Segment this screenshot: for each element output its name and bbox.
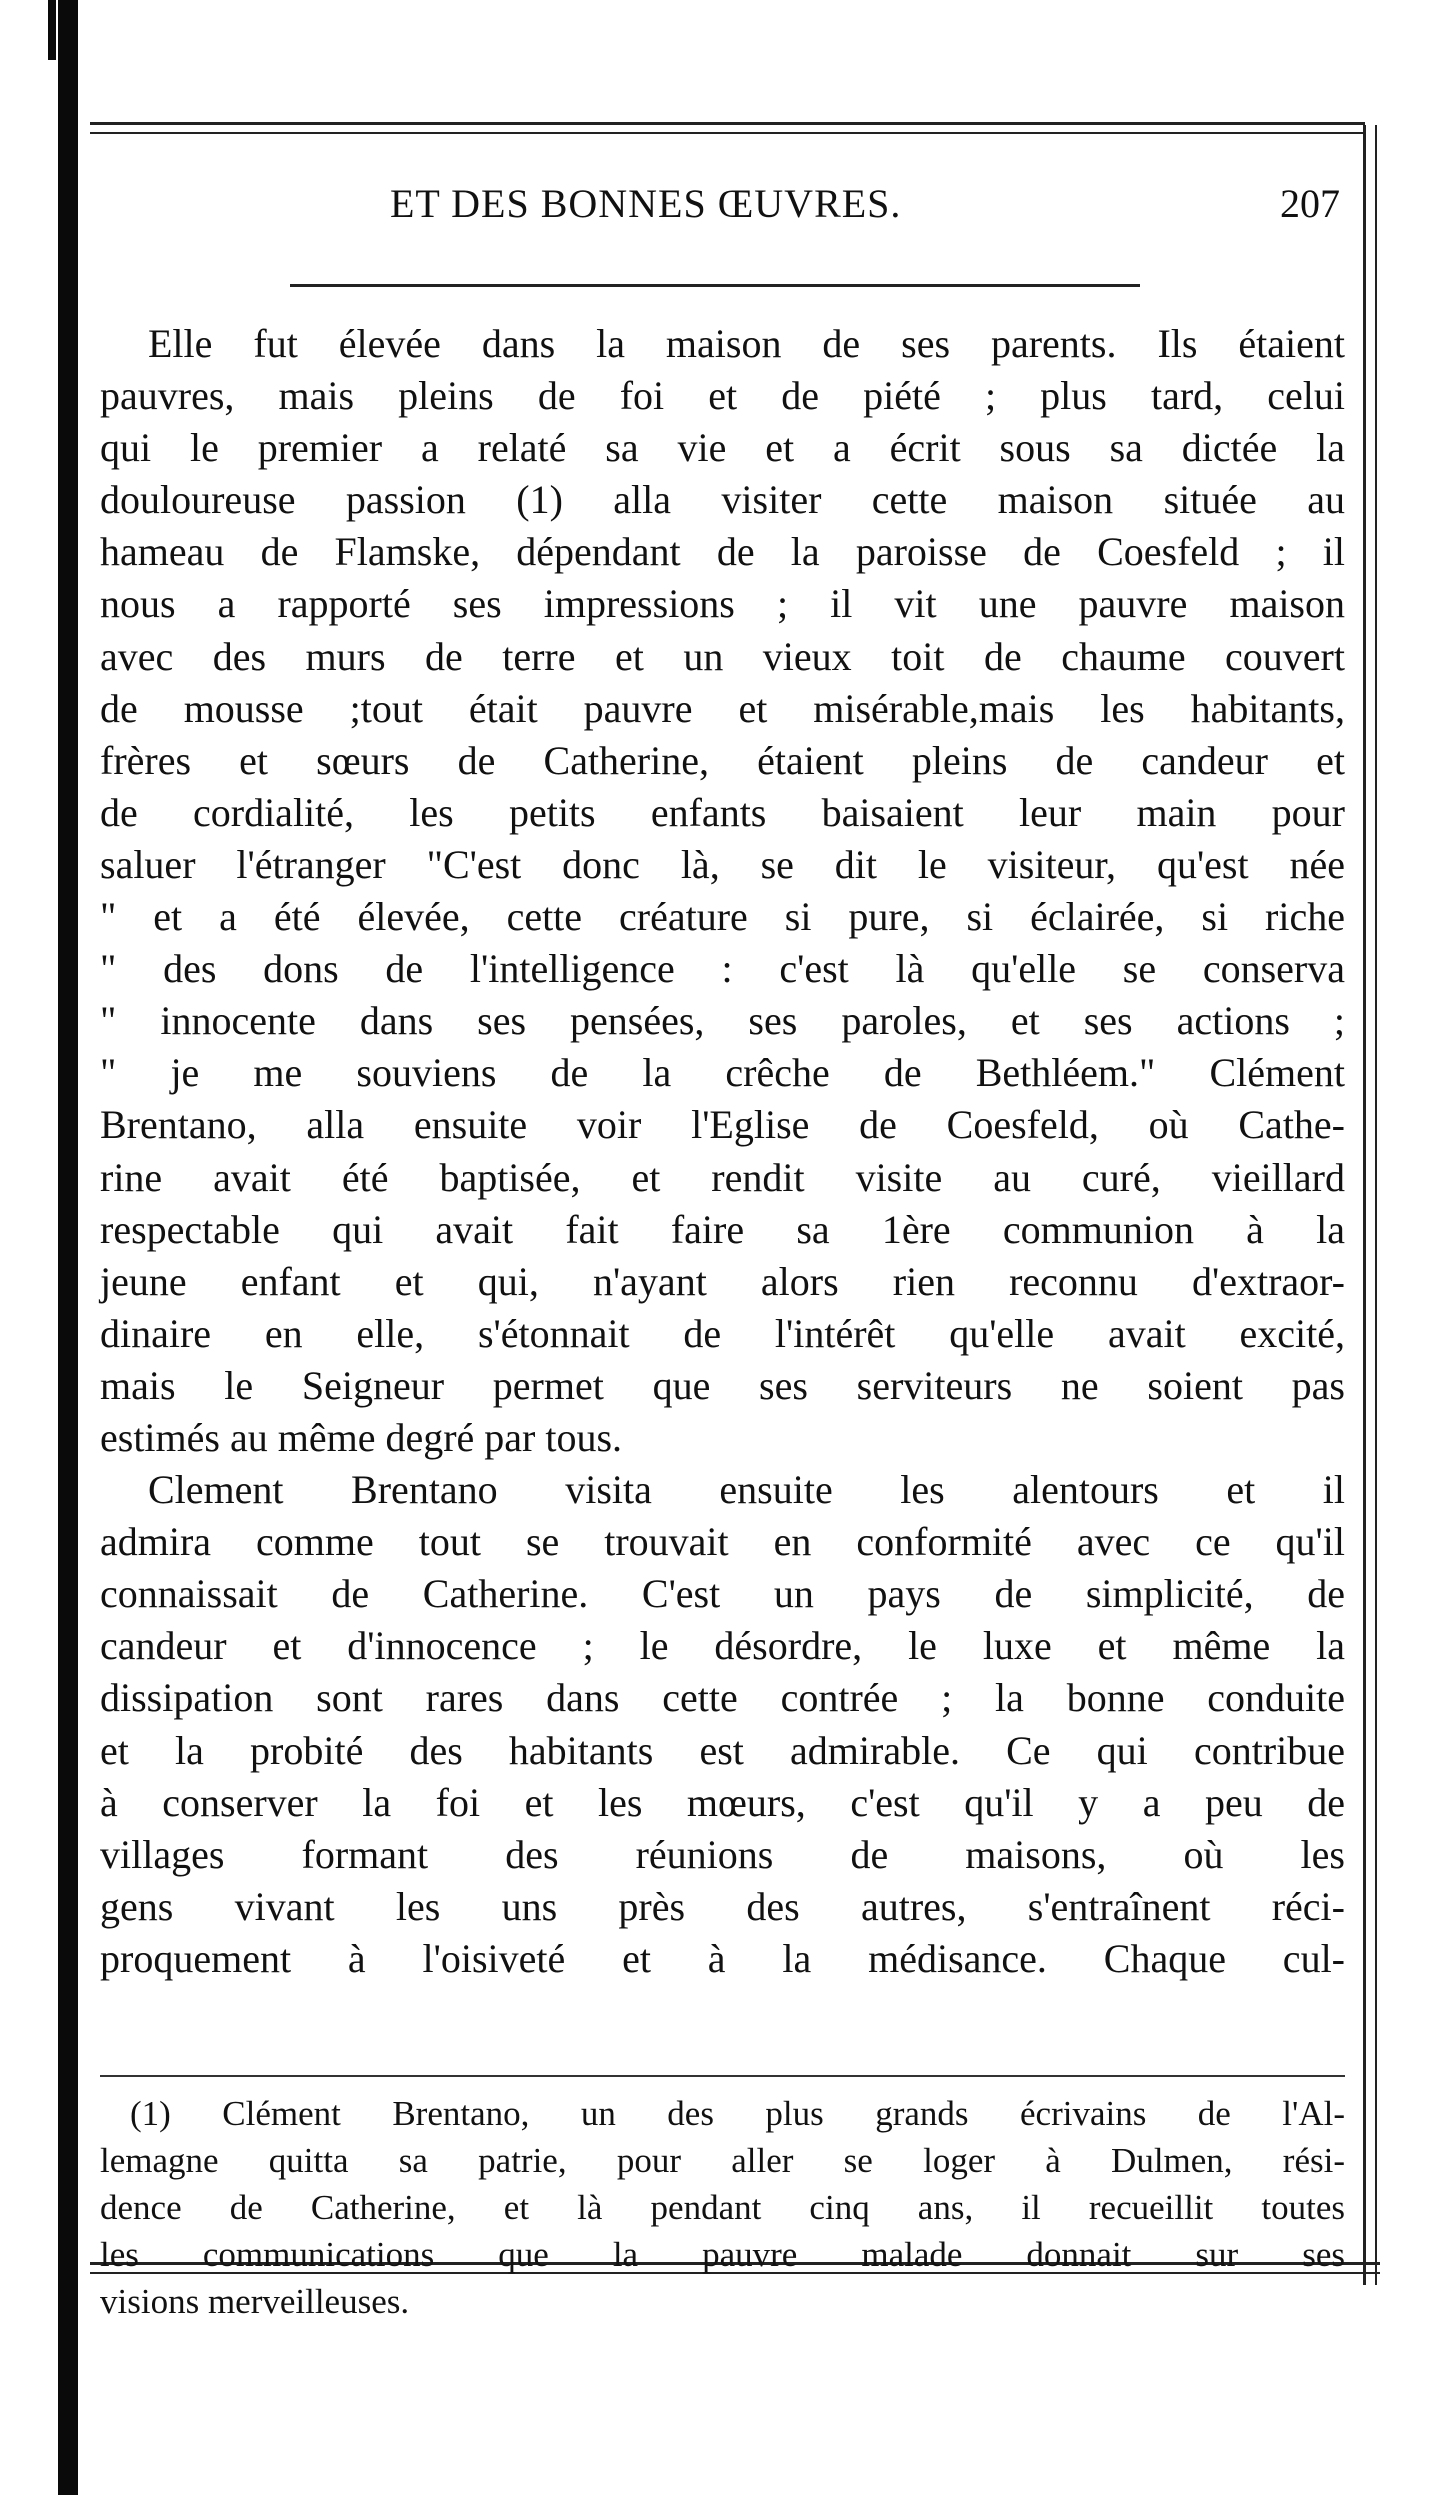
- footnote-line: visions merveilleuses.: [100, 2282, 410, 2321]
- body-line: frères et sœurs de Catherine, étaient pleins de candeur et: [100, 737, 1345, 783]
- page-header: [110, 180, 1350, 240]
- body-line: estimés au même degré par tous.: [100, 1414, 623, 1460]
- body-line: hameau de Flamske, dépendant de la paroisse de Coesfeld ; il: [100, 529, 1345, 575]
- footnote-line: dence de Catherine, et là pendant cinq ans, il recueillit toutes: [100, 2188, 1345, 2227]
- body-line: mais le Seigneur permet que ses serviteurs ne soient pas: [100, 1362, 1345, 1408]
- body-line: Clement Brentano visita ensuite les alentours et il: [148, 1467, 1345, 1513]
- footnote-line: lemagne quitta sa patrie, pour aller se loger à Dulmen, rési-: [100, 2141, 1345, 2180]
- body-text: [100, 318, 1345, 1985]
- body-line: villages formant des réunions de maisons, où les: [100, 1831, 1345, 1877]
- body-line: Elle fut élevée dans la maison de ses parents. Ils étaient: [148, 321, 1345, 366]
- body-line: admira comme tout se trouvait en conformité avec ce qu'il: [100, 1519, 1345, 1565]
- body-line: nous a rapporté ses impressions ; il vit une pauvre maison: [100, 581, 1345, 627]
- body-line: douloureuse passion (1) alla visiter cette maison située au: [100, 477, 1345, 523]
- page-number: 207: [1280, 181, 1340, 226]
- body-line: " et a été élevée, cette créature si pure, si éclairée, si riche: [100, 894, 1345, 940]
- body-line: " innocente dans ses pensées, ses paroles, et ses actions ;: [100, 998, 1345, 1044]
- frame-right-rule: [1363, 125, 1366, 2285]
- body-line: dissipation sont rares dans cette contrée ; la bonne conduite: [100, 1675, 1345, 1721]
- body-line: avec des murs de terre et un vieux toit de chaume couvert: [100, 633, 1345, 679]
- body-line: proquement à l'oisiveté et à la médisance. Chaque cul-: [100, 1935, 1345, 1981]
- body-line: rine avait été baptisée, et rendit visite au curé, vieillard: [100, 1154, 1345, 1200]
- frame-top-rule: [90, 122, 1365, 125]
- body-line: de mousse ;tout était pauvre et misérable,mais les habitants,: [100, 685, 1345, 731]
- frame-right-rule-outer: [1375, 125, 1377, 2285]
- body-line: dinaire en elle, s'étonnait de l'intérêt qu'elle avait excité,: [100, 1310, 1345, 1356]
- body-line: respectable qui avait fait faire sa 1ère communion à la: [100, 1206, 1345, 1252]
- footnote-line: les communications que la pauvre malade donnait sur ses: [100, 2235, 1345, 2274]
- footnote-rule: [100, 2075, 1345, 2077]
- binding-edge: [58, 0, 78, 2495]
- body-line: pauvres, mais pleins de foi et de piété ; plus tard, celui: [100, 373, 1345, 419]
- body-line: gens vivant les uns près des autres, s'entraînent réci-: [100, 1883, 1345, 1929]
- body-line: Brentano, alla ensuite voir l'Eglise de Coesfeld, où Cathe-: [100, 1102, 1345, 1148]
- body-line: et la probité des habitants est admirable. Ce qui contribue: [100, 1727, 1345, 1773]
- binding-edge-mark: [48, 0, 56, 60]
- body-line: connaissait de Catherine. C'est un pays de simplicité, de: [100, 1571, 1345, 1617]
- header-rule: [290, 284, 1140, 287]
- running-title: ET DES BONNES ŒUVRES.: [390, 181, 902, 226]
- body-line: " des dons de l'intelligence : c'est là qu'elle se conserva: [100, 946, 1345, 992]
- body-line: saluer l'étranger "C'est donc là, se dit le visiteur, qu'est née: [100, 841, 1345, 887]
- frame-top-rule-inner: [90, 132, 1365, 134]
- body-line: de cordialité, les petits enfants baisaient leur main pour: [100, 789, 1345, 835]
- footnote-line: (1) Clément Brentano, un des plus grands écrivains de l'Al-: [130, 2094, 1345, 2133]
- body-line: à conserver la foi et les mœurs, c'est qu'il y a peu de: [100, 1779, 1345, 1825]
- footnotes: [100, 2090, 1345, 2325]
- body-line: qui le premier a relaté sa vie et a écrit sous sa dictée la: [100, 425, 1345, 471]
- body-line: jeune enfant et qui, n'ayant alors rien reconnu d'extraor-: [100, 1258, 1345, 1304]
- body-line: " je me souviens de la crêche de Bethléem." Clément: [100, 1050, 1345, 1096]
- body-line: candeur et d'innocence ; le désordre, le luxe et même la: [100, 1623, 1345, 1669]
